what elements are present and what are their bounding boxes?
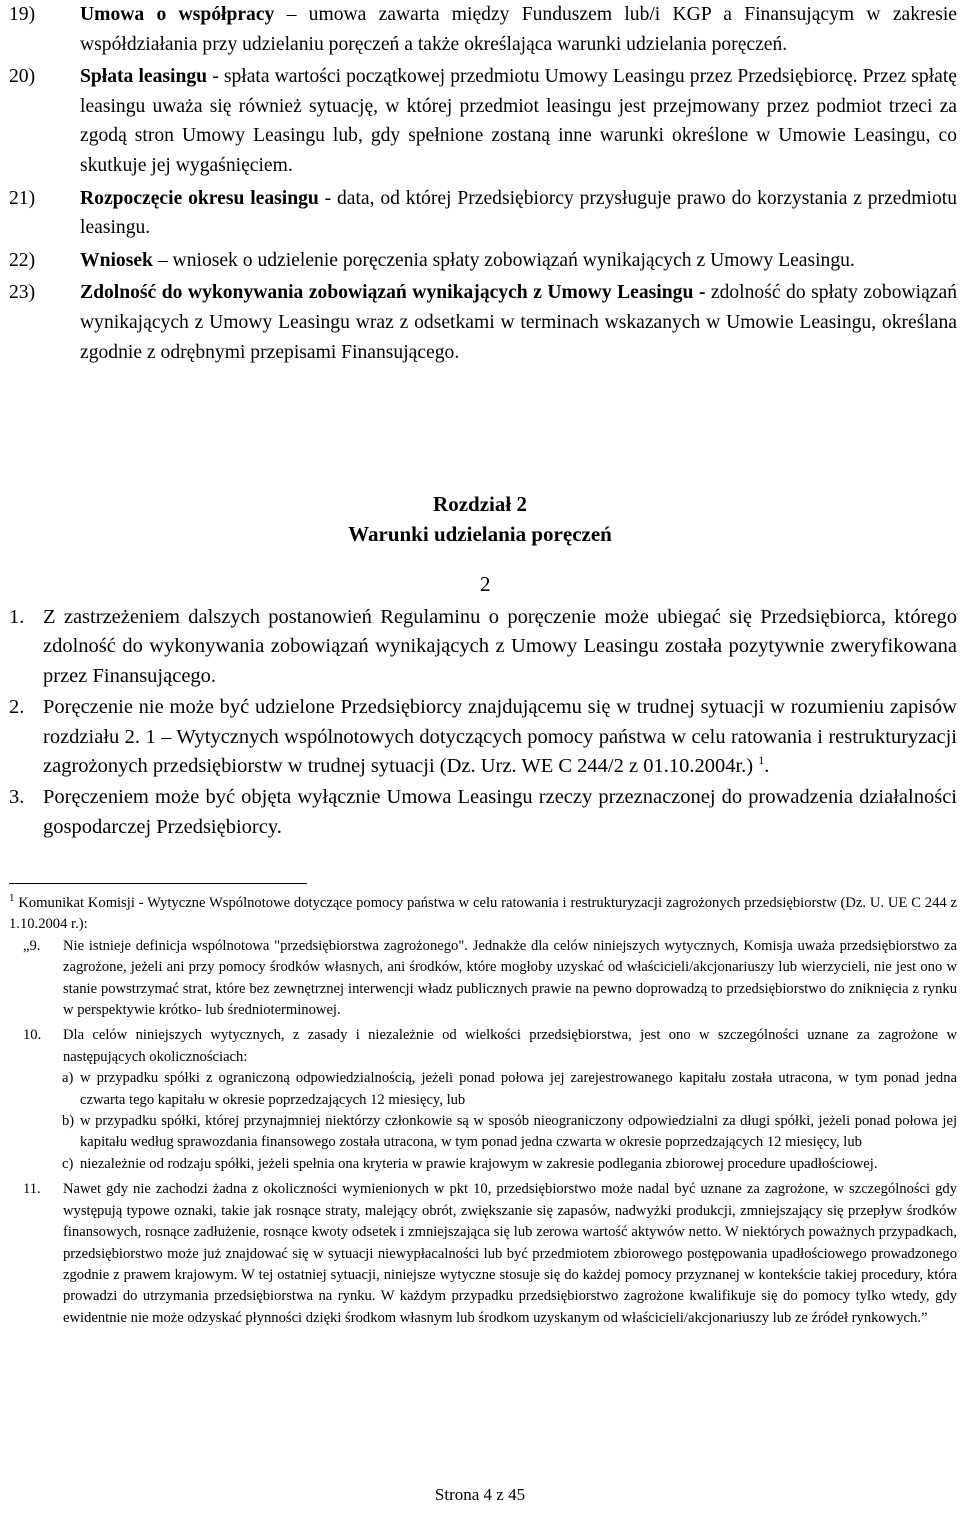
definition-number: 22) [9,249,36,271]
subitem-text: niezależnie od rodzaju spółki, jeżeli spełnia ona kryteria w prawie krajowym w zakresie podlegania zbiorowej procedure upadłościowej. [80,1155,878,1172]
footnote-item-number: 10. [23,1027,42,1044]
footnote-lead [9,893,957,936]
definition-term: Wniosek [80,249,153,271]
definition-text: - data, od której Przedsiębiorcy przysługuje prawo do korzystania z przedmiotu leasingu. [80,187,957,239]
definition-number: 20) [9,66,36,88]
footnote-item-text: Nawet gdy nie zachodzi żadna z okoliczności wymienionych w pkt 10, przedsiębiorstwo może nadal być uznane za zagrożone, w szczególności gdy występują typowe oznaki, takie jak rosnące straty, malejący obrót, zwiększanie się zapasów, nadwyżki produkcji, zmniejszający się przepływ środków finansowych, rosnące zadłużenie, rosnące kwoty odsetek i zmniejszająca się lub zerowa wartość aktywów netto. W niektórych poważnych przypadkach, przedsiębiorstwo może już znajdować się w sytuacji niewypłacalności lub być przedmiotem zbiorowego postępowania upadłościowego prowadzonego zgodnie z prawem krajowym. W tej ostatniej sytuacji, niniejsze wytyczne stosuje się do każdej pomocy przyznanej w kontekście takiej procedury, która prowadzi do utrzymania przedsiębiorstwa na rynku. W każdym przypadku przedsiębiorstwo zagrożone kwalifikuje się do pomocy tylko wtedy, gdy ewidentnie nie może odzyskać płynności dzięki środkom własnym lub środkom uzyskanym od właścicieli/akcjonariuszy lub ze źródeł rynkowych.” [63,1181,957,1326]
footnote-item-text: Dla celów niniejszych wytycznych, z zasady i niezależnie od wielkości przedsiębiorstwa, jest ono w szczególności uznane za zagrożone w następujących okolicznościach: [63,1027,957,1065]
definition-term: Umowa o współpracy [80,4,275,25]
footnote-item [9,936,957,1022]
chapter-paragraphs [9,603,957,842]
chapter-label: Rozdział 2 [433,492,527,516]
footnote-item-number: 11. [23,1181,41,1198]
paragraph-tail: . [764,755,770,778]
footnote-lead-text: Komunikat Komisji - Wytyczne Wspólnotowe dotyczące pomocy państwa w celu ratowania i restrukturyzacji zagrożonych przedsiębiorstw (Dz. U. UE C 244 z 1.10.2004 r.): [9,895,957,933]
definition-text: zdolność do spłaty zobowiązań wynikających z Umowy Leasingu wraz z odsetkami w terminach wskazanych w Umowie Leasingu, określana zgodnie z odrębnymi przepisami Finansującego. [80,282,957,363]
footnote-item [9,1025,957,1068]
footnote-subitem [9,1111,957,1154]
footnote-item [9,1179,957,1329]
definition-term: Zdolność do wykonywania zobowiązań wynikających z Umowy Leasingu - [80,282,706,304]
definition-item [9,278,957,367]
definition-number: 19) [9,4,36,25]
subitem-label: c) [62,1155,74,1172]
paragraph-text: Poręczeniem może być objęta wyłącznie Umowa Leasingu rzeczy przeznaczonej do prowadzenia działalności gospodarczej Przedsiębiorcy. [43,786,957,838]
numbered-paragraph [9,693,957,781]
definition-number: 21) [9,187,36,209]
chapter-title: Warunki udzielania poręczeń [348,522,612,546]
subitem-text: w przypadku spółki, której przynajmniej niektórzy członkowie są w sposób nieograniczony odpowiedzialni za długi spółki, jeżeli ponad połowa jej kapitału według sprawozdania finansowego została utracona, w tym ponad jedna czwarta w okresie poprzedzających 12 miesięcy, lub [80,1113,957,1151]
footnote-subitem [9,1068,957,1111]
numbered-paragraph [9,783,957,842]
definition-item [9,62,957,180]
footnote [9,893,957,1329]
definition-item [9,0,957,59]
footnote-mark: 1 [9,892,15,905]
section-mark: 2 [480,572,491,596]
definition-item [9,246,957,276]
paragraph-text: Z zastrzeżeniem dalszych postanowień Regulaminu o poręczenie może ubiegać się Przedsiębiorca, którego zdolność do wykonywania zobowiązań wynikających z Umowy Leasingu została pozytywnie zweryfikowana przez Finansującego. [43,606,957,687]
definitions-list [9,0,957,367]
definition-text: – wniosek o udzielenie poręczenia spłaty zobowiązań wynikających z Umowy Leasingu. [152,249,855,271]
paragraph-text: Poręczenie nie może być udzielone Przedsiębiorcy znajdującemu się w trudnej sytuacji w rozumieniu zapisów rozdziału 2. 1 – Wytycznych wspólnotowych dotyczących pomocy państwa w celu ratowania i restrukturyzacji zagrożonych przedsiębiorstw w trudnej sytuacji (Dz. Urz. WE C 244/2 z 01.10.2004r.) [43,696,957,778]
footnote-item-text: Nie istnieje definicja wspólnotowa "przedsiębiorstwa zagrożonego". Jednakże dla celów niniejszych wytycznych, Komisja uważa przedsiębiorstwo za zagrożone, jeżeli ani przy pomocy środków własnych, ani środków, które mogłoby uzyskać od właścicieli/akcjonariuszy lub wierzycieli, nie jest ono w stanie powstrzymać strat, które bez zewnętrznej interwencji władz publicznych prawie na pewno doprowadzą to przedsiębiorstwo do zniknięcia z rynku w perspektywie krótko- lub średnioterminowej. [63,937,957,1019]
footnote-item-number: „9. [23,937,41,954]
subitem-label: a) [62,1070,74,1087]
definition-text: – umowa zawarta między Funduszem lub/i KGP a Finansującym w zakresie współdziałania przy udzielaniu poręczeń a także określająca warunki udzielania poręczeń. [80,4,957,55]
definition-number: 23) [9,282,36,304]
subitem-label: b) [62,1113,75,1130]
numbered-paragraph [9,603,957,691]
paragraph-number: 3. [9,786,25,809]
paragraph-number: 2. [9,696,25,719]
footnote-reference[interactable]: 1 [758,753,765,768]
subitem-text: w przypadku spółki z ograniczoną odpowiedzialnością, jeżeli ponad połowa jej zarejestrowanego kapitału została utracona, w tym ponad jedna czwarta tego kapitału w okresie poprzedzających 12 miesięcy, lub [80,1070,957,1108]
paragraph-number: 1. [9,606,25,628]
definition-term: Spłata leasingu [80,66,208,88]
footnote-subitem [9,1154,957,1175]
footnote-separator [9,883,307,884]
definition-item [9,184,957,243]
page-number: Strona 4 z 45 [434,1485,526,1504]
definition-text: - spłata wartości początkowej przedmiotu Umowy Leasingu przez Przedsiębiorcę. Przez spłatę leasingu uważa się również sytuację, w której przedmiot leasingu jest przejmowany przez podmiot trzeci za zgodą stron Umowy Leasingu lub, gdy spełnione zostaną inne warunki określone w Umowie Leasingu, co skutkuje jej wygaśnięciem. [80,66,957,176]
definition-term: Rozpoczęcie okresu leasingu [80,187,319,209]
